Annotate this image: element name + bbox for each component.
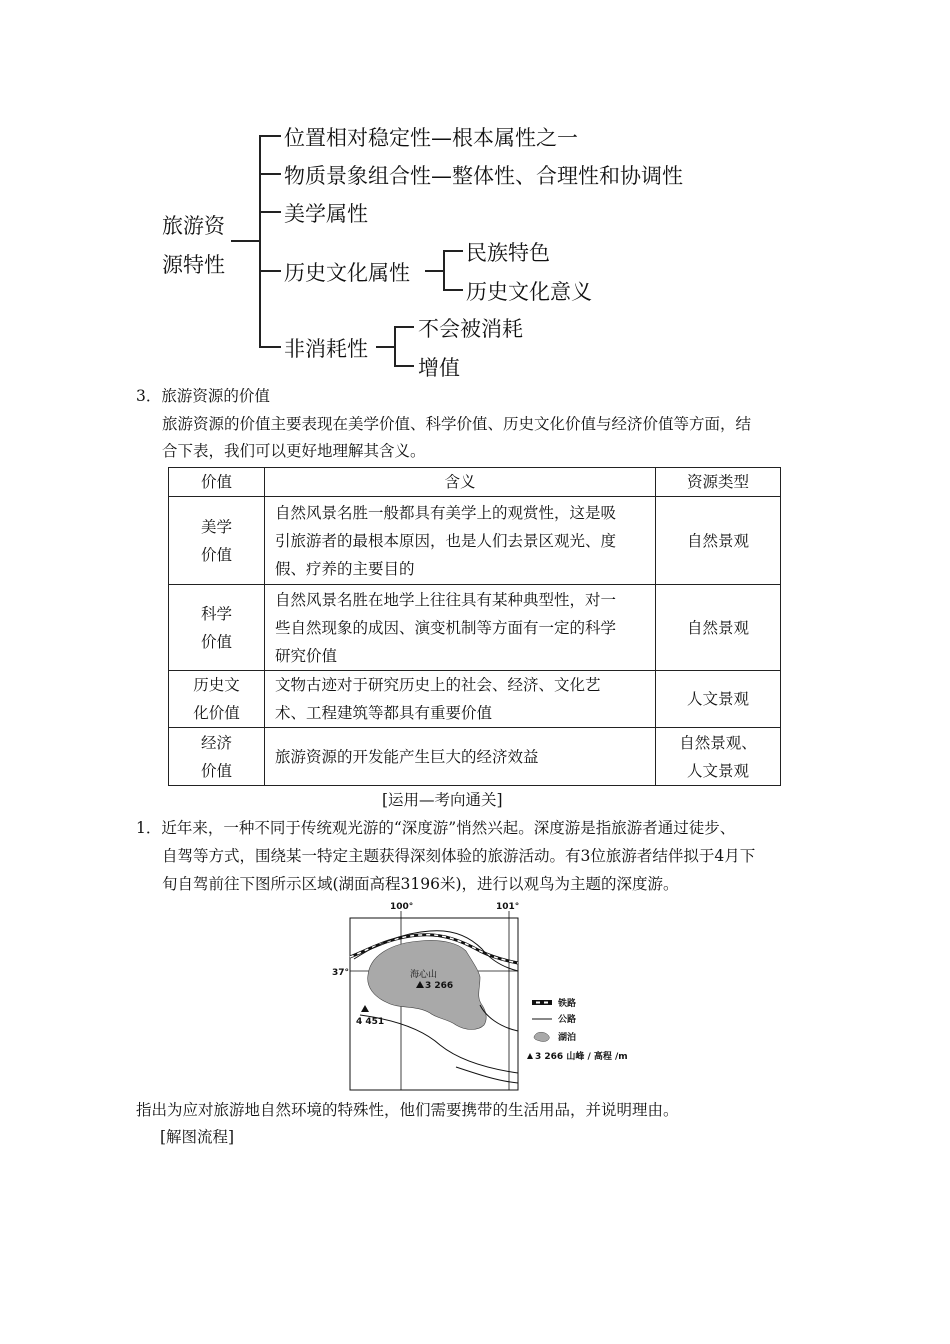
cell-line: 自然风景名胜一般都具有美学上的观赏性，这是吸: [275, 503, 617, 522]
cell-line: 自然景观、: [679, 733, 757, 752]
cell-line: 化价值: [193, 704, 240, 722]
row-type: [656, 728, 781, 786]
history-sub-ethnic: 民族特色: [466, 241, 550, 265]
branch-aesthetic: 美学属性: [284, 202, 368, 226]
table-row: [169, 585, 781, 671]
branch-tick: [259, 346, 281, 348]
branch-history-culture: 历史文化属性: [284, 261, 410, 285]
header-value: 价值: [169, 468, 265, 497]
section3-intro-line1: 旅游资源的价值主要表现在美学价值、科学价值、历史文化价值与经济价值等方面，结: [162, 415, 752, 433]
branch-location-stability: 位置相对稳定性—根本属性之一: [284, 126, 578, 150]
legend-peak-icon: [527, 1053, 533, 1059]
lon-label-101: 101°: [496, 902, 520, 912]
legend-railway-icon: [532, 1000, 552, 1005]
cell-line: 自然风景名胜在地学上往往具有某种典型性，对一: [275, 590, 617, 609]
legend-peak: 3 266 山峰 / 高程 /m: [535, 1052, 628, 1062]
cell-line: 假、疗养的主要目的: [275, 559, 415, 578]
header-type: 资源类型: [656, 468, 781, 497]
row-type: [656, 671, 781, 728]
question1-line2: 自驾等方式，围绕某一特定主题获得深刻体验的旅游活动。有3位旅游者结伴拟于4月下: [162, 847, 756, 865]
cell-line: 经济: [200, 733, 232, 752]
branch-tick: [394, 365, 414, 367]
table-row: [169, 497, 781, 585]
connector-nonconsume: [376, 346, 394, 348]
row-value: [169, 497, 265, 585]
mountain-height: 3 266: [425, 981, 454, 991]
connector-history: [425, 270, 443, 272]
row-value: [169, 585, 265, 671]
legend-lake: 湖泊: [558, 1033, 577, 1043]
row-type: [656, 497, 781, 585]
row-value: [169, 671, 265, 728]
row-type: [656, 585, 781, 671]
legend-lake-icon: [534, 1032, 549, 1041]
table-header-row: [169, 468, 781, 497]
table-row: [169, 671, 781, 728]
apply-heading: [运用—考向通关]: [382, 791, 503, 809]
cell-line: 研究价值: [275, 646, 338, 665]
cell-line: 价值: [200, 632, 232, 651]
branch-tick: [394, 326, 414, 328]
row-meaning: [265, 497, 656, 585]
cell-line: 人文景观: [686, 761, 749, 780]
peak-height: 4 451: [356, 1017, 385, 1027]
lat-label-37: 37°: [332, 968, 350, 978]
cell-line: 价值: [200, 761, 232, 780]
cell-line: 些自然现象的成因、演变机制等方面有一定的科学: [275, 618, 617, 637]
instruction: 指出为应对旅游地自然环境的特殊性，他们需要携带的生活用品，并说明理由。: [136, 1101, 679, 1119]
legend-railway-dash: [544, 1002, 548, 1004]
nonconsume-bracket: [394, 326, 396, 366]
flow-heading: [解图流程]: [160, 1128, 235, 1146]
diagram-root-line1: 旅游资: [162, 214, 225, 238]
cell-line: 人文景观: [686, 690, 749, 708]
branch-tick: [443, 250, 463, 252]
nonconsume-sub-appreciate: 增值: [418, 356, 460, 380]
cell-line: 旅游资源的开发能产生巨大的经济效益: [275, 747, 539, 766]
row-meaning: [265, 728, 656, 786]
lon-label-100: 100°: [390, 902, 414, 912]
branch-tick: [259, 211, 281, 213]
branch-tick: [443, 289, 463, 291]
row-value: [169, 728, 265, 786]
row-meaning: [265, 671, 656, 728]
history-sub-significance: 历史文化意义: [466, 280, 592, 304]
row-meaning: [265, 585, 656, 671]
header-meaning: 含义: [265, 468, 656, 497]
cell-line: 自然景观: [686, 531, 749, 550]
cell-line: 历史文: [193, 676, 240, 694]
branch-tick: [259, 270, 281, 272]
legend-road: 公路: [558, 1015, 577, 1025]
cell-line: 价值: [200, 545, 232, 564]
question1-line3: 旬自驾前往下图所示区域(湖面高程3196米)，进行以观鸟为主题的深度游。: [162, 875, 679, 893]
branch-tick: [259, 135, 281, 137]
peak-icon: [361, 1005, 369, 1012]
table-row: [169, 728, 781, 786]
branch-material-combination: 物质景象组合性—整体性、合理性和协调性: [284, 164, 683, 188]
connector-root: [231, 240, 260, 242]
branch-non-consumable: 非消耗性: [284, 337, 368, 361]
nonconsume-sub-not-consumed: 不会被消耗: [418, 317, 523, 341]
cell-line: 术、工程建筑等都具有重要价值: [275, 704, 493, 722]
mountain-name: 海心山: [410, 970, 438, 980]
cell-line: 美学: [200, 517, 232, 536]
section3-intro-line2: 合下表，我们可以更好地理解其含义。: [162, 442, 426, 460]
section3-heading: 3．旅游资源的价值: [136, 387, 270, 405]
diagram-root-line2: 源特性: [162, 253, 225, 277]
cell-line: 自然景观: [686, 618, 749, 637]
legend-railway-dash: [536, 1002, 540, 1004]
cell-line: 科学: [200, 604, 232, 623]
legend-railway: 铁路: [558, 999, 577, 1009]
branch-tick: [259, 173, 281, 175]
question1-line1: 1．近年来，一种不同于传统观光游的“深度游”悄然兴起。深度游是指旅游者通过徒步、: [136, 819, 736, 837]
main-bracket: [259, 135, 261, 347]
map-legend: [527, 997, 628, 1062]
qinghai-lake-map: [330, 897, 630, 1097]
value-table: [168, 467, 781, 786]
cell-line: 引旅游者的最根本原因，也是人们去景区观光、度: [275, 531, 617, 550]
history-bracket: [443, 250, 445, 290]
cell-line: 文物古迹对于研究历史上的社会、经济、文化艺: [275, 676, 601, 694]
